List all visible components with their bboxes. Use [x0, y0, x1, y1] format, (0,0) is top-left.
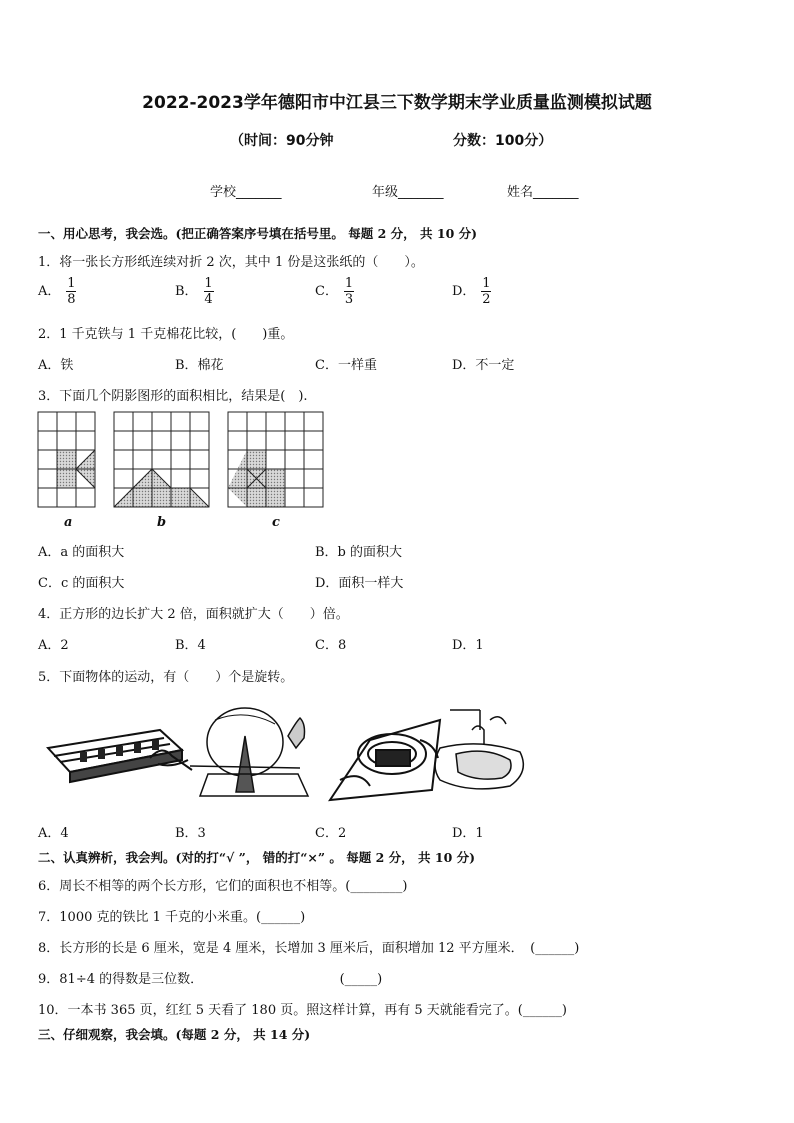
q2-option-c: C．一样重	[315, 358, 377, 373]
q5-option-a: A．4	[38, 826, 69, 841]
question-2: 2．1 千克铁与 1 千克棉花比较，( )重。	[38, 327, 294, 342]
grade-field: 年级_______	[372, 185, 444, 200]
q1-option-c: C． $\frac{1}{3}$	[315, 276, 354, 307]
q4-option-d: D．1	[452, 638, 484, 653]
q3-option-a: A．a 的面积大	[38, 545, 125, 560]
steering-wheel-picture	[330, 720, 440, 800]
question-8: 8．长方形的长是 6 厘米，宽是 4 厘米，长增加 3 厘米后，面积增加 12 平方厘米． (______)	[38, 941, 580, 956]
caption-a: a	[64, 515, 73, 530]
q1-option-d: D． $\frac{1}{2}$	[452, 276, 491, 307]
figure-b	[114, 412, 209, 507]
question-9: 9．81÷4 的得数是三位数． (_____)	[38, 972, 383, 987]
figure-c	[228, 412, 323, 507]
q4-option-c: C．8	[315, 638, 347, 653]
q4-option-a: A．2	[38, 638, 69, 653]
question-1: 1．将一张长方形纸连续对折 2 次，其中 1 份是这张纸的（ ）。	[38, 255, 424, 270]
caption-b: b	[157, 515, 167, 530]
q3-option-b: B．b 的面积大	[315, 545, 403, 560]
q5-option-d: D．1	[452, 826, 484, 841]
question-4: 4．正方形的边长扩大 2 倍，面积就扩大（ ）倍。	[38, 607, 349, 622]
shaded-grid-figures	[30, 408, 340, 536]
question-3: 3．下面几个阴影图形的面积相比，结果是( ).	[38, 389, 308, 404]
abacus-picture	[48, 730, 192, 782]
question-6: 6．周长不相等的两个长方形，它们的面积也不相等。(________)	[38, 879, 408, 894]
q1-option-a: A． $\frac{1}{8}$	[38, 276, 76, 307]
q2-option-a: A．铁	[38, 358, 74, 373]
exam-score: 分数：100分）	[453, 133, 553, 149]
section-2-heading: 二、认真辨析，我会判。(对的打“√ ”， 错的打“×” 。 每题 2 分， 共 10 分)	[38, 850, 476, 865]
q5-option-b: B．3	[175, 826, 206, 841]
q2-option-b: B．棉花	[175, 358, 224, 373]
q3-option-d: D．面积一样大	[315, 576, 404, 591]
question-5: 5．下面物体的运动，有（ ）个是旋转。	[38, 670, 294, 685]
section-3-heading: 三、仔细观察，我会填。(每题 2 分， 共 14 分)	[38, 1027, 311, 1042]
globe-picture	[190, 708, 308, 796]
section-1-heading: 一、用心思考，我会选。(把正确答案序号填在括号里。 每题 2 分， 共 10 分)	[38, 226, 478, 241]
q1-option-b: B． $\frac{1}{4}$	[175, 276, 213, 307]
school-field: 学校_______	[210, 185, 282, 200]
motion-pictures	[40, 700, 530, 810]
name-field: 姓名_______	[507, 185, 579, 200]
q3-option-c: C．c 的面积大	[38, 576, 125, 591]
q5-option-c: C．2	[315, 826, 347, 841]
faucet-sink-picture	[435, 710, 523, 789]
page-title: 2022-2023学年德阳市中江县三下数学期末学业质量监测模拟试题	[142, 93, 652, 113]
q2-option-d: D．不一定	[452, 358, 515, 373]
question-10: 10．一本书 365 页，红红 5 天看了 180 页。照这样计算，再有 5 天就能看完了。(______)	[38, 1003, 567, 1018]
q4-option-b: B．4	[175, 638, 206, 653]
exam-time: （时间：90分钟	[230, 133, 334, 149]
question-7: 7．1000 克的铁比 1 千克的小米重。(______)	[38, 910, 306, 925]
caption-c: c	[272, 515, 280, 530]
figure-a	[38, 412, 95, 507]
